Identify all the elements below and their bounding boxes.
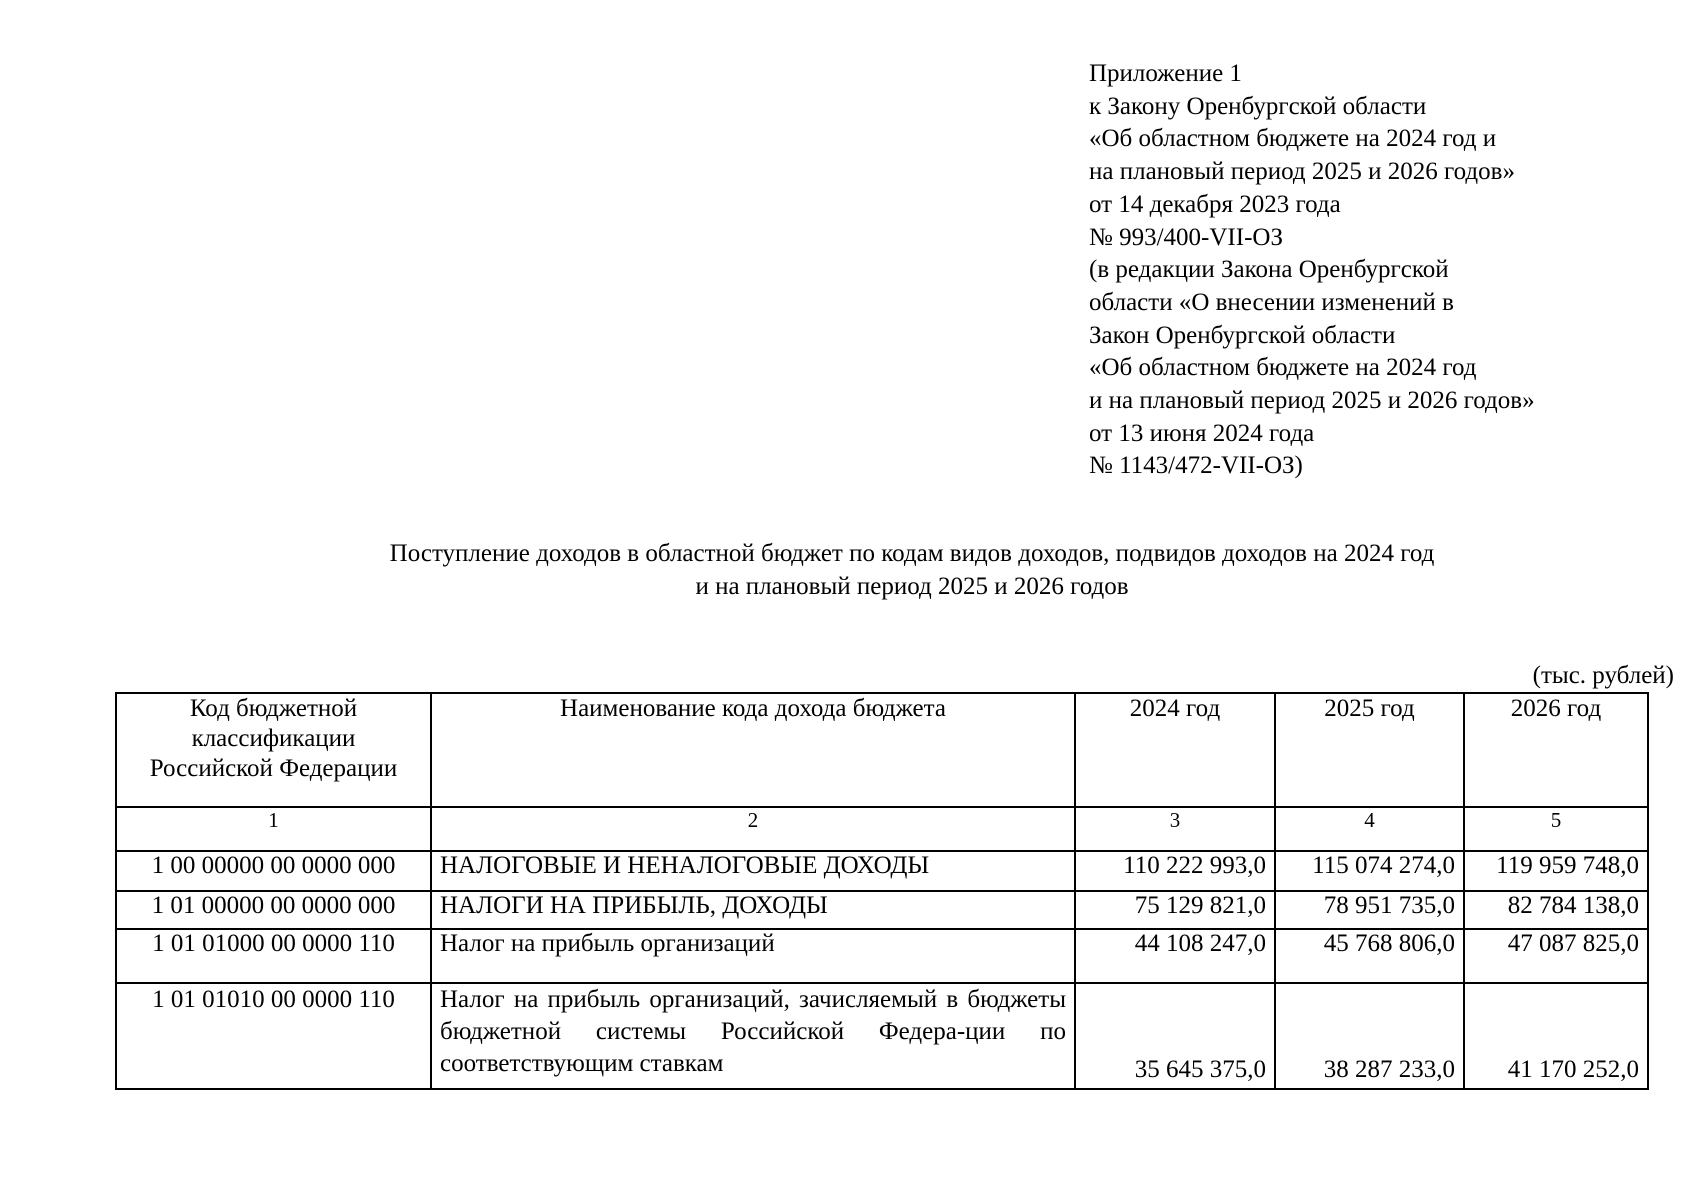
table-row (116, 891, 1648, 929)
table-row (116, 929, 1648, 983)
row-code: 1 01 00000 00 0000 000 (116, 891, 431, 929)
appendix-line: от 13 июня 2024 года (1089, 419, 1315, 447)
row-value-2026: 119 959 748,0 (1464, 851, 1648, 891)
row-name: Налог на прибыль организаций (431, 929, 1075, 983)
row-value-2024: 44 108 247,0 (1075, 929, 1275, 983)
row-value-2026: 47 087 825,0 (1464, 929, 1648, 983)
title-line-1: Поступление доходов в областной бюджет по кодам видов доходов, подвидов доходов на 2024 год (389, 540, 1435, 567)
column-number: 3 (1075, 807, 1275, 851)
appendix-line: (в редакции Закона Оренбургской (1089, 256, 1449, 284)
revenue-table (115, 692, 1649, 1090)
appendix-line: «Об областном бюджете на 2024 год и (1089, 125, 1497, 153)
appendix-line: № 993/400-VII-ОЗ (1089, 223, 1283, 251)
title-line-2: и на плановый период 2025 и 2026 годов (695, 573, 1129, 600)
row-name: НАЛОГИ НА ПРИБЫЛЬ, ДОХОДЫ (431, 891, 1075, 929)
row-value-2026: 41 170 252,0 (1464, 983, 1648, 1089)
appendix-line: к Закону Оренбургской области (1089, 92, 1427, 120)
column-number: 5 (1464, 807, 1648, 851)
row-code: 1 01 01010 00 0000 110 (116, 983, 431, 1089)
row-value-2025: 45 768 806,0 (1275, 929, 1464, 983)
appendix-line: области «О внесении изменений в (1089, 288, 1454, 316)
column-number: 4 (1275, 807, 1464, 851)
appendix-line: № 1143/472-VII-ОЗ) (1089, 452, 1303, 480)
row-value-2026: 82 784 138,0 (1464, 891, 1648, 929)
document-title (300, 537, 1524, 603)
appendix-line: «Об областном бюджете на 2024 год (1089, 354, 1477, 382)
appendix-block (1089, 58, 1535, 483)
appendix-line: от 14 декабря 2023 года (1089, 190, 1341, 218)
header-code-line-3: Российской Федерации (149, 755, 398, 782)
appendix-line: Приложение 1 (1089, 60, 1242, 87)
row-code: 1 01 01000 00 0000 110 (116, 929, 431, 983)
appendix-line: Закон Оренбургской области (1089, 321, 1396, 349)
appendix-line: на плановый период 2025 и 2026 годов» (1089, 158, 1515, 186)
table-header-row (116, 693, 1648, 807)
table-row (116, 983, 1648, 1089)
header-2025: 2025 год (1275, 693, 1464, 807)
header-name: Наименование кода дохода бюджета (431, 693, 1075, 807)
header-2024: 2024 год (1075, 693, 1275, 807)
row-value-2024: 35 645 375,0 (1075, 983, 1275, 1089)
units-label: (тыс. рублей) (1532, 662, 1674, 689)
table-row (116, 851, 1648, 891)
row-name: НАЛОГОВЫЕ И НЕНАЛОГОВЫЕ ДОХОДЫ (431, 851, 1075, 891)
header-code-line-1: Код бюджетной (189, 695, 358, 722)
row-name: Налог на прибыль организаций, зачисляемый в бюджеты бюджетной системы Российской Федера-ции по соответствующим ставкам (431, 983, 1075, 1089)
appendix-line: и на плановый период 2025 и 2026 годов» (1089, 387, 1535, 415)
row-value-2024: 110 222 993,0 (1075, 851, 1275, 891)
row-value-2025: 38 287 233,0 (1275, 983, 1464, 1089)
column-number: 2 (431, 807, 1075, 851)
row-code: 1 00 00000 00 0000 000 (116, 851, 431, 891)
row-value-2024: 75 129 821,0 (1075, 891, 1275, 929)
column-number: 1 (116, 807, 431, 851)
row-value-2025: 78 951 735,0 (1275, 891, 1464, 929)
row-value-2025: 115 074 274,0 (1275, 851, 1464, 891)
header-2026: 2026 год (1464, 693, 1648, 807)
header-code-line-2: классификации (191, 725, 356, 752)
column-number-row (116, 807, 1648, 851)
header-code (116, 693, 431, 807)
